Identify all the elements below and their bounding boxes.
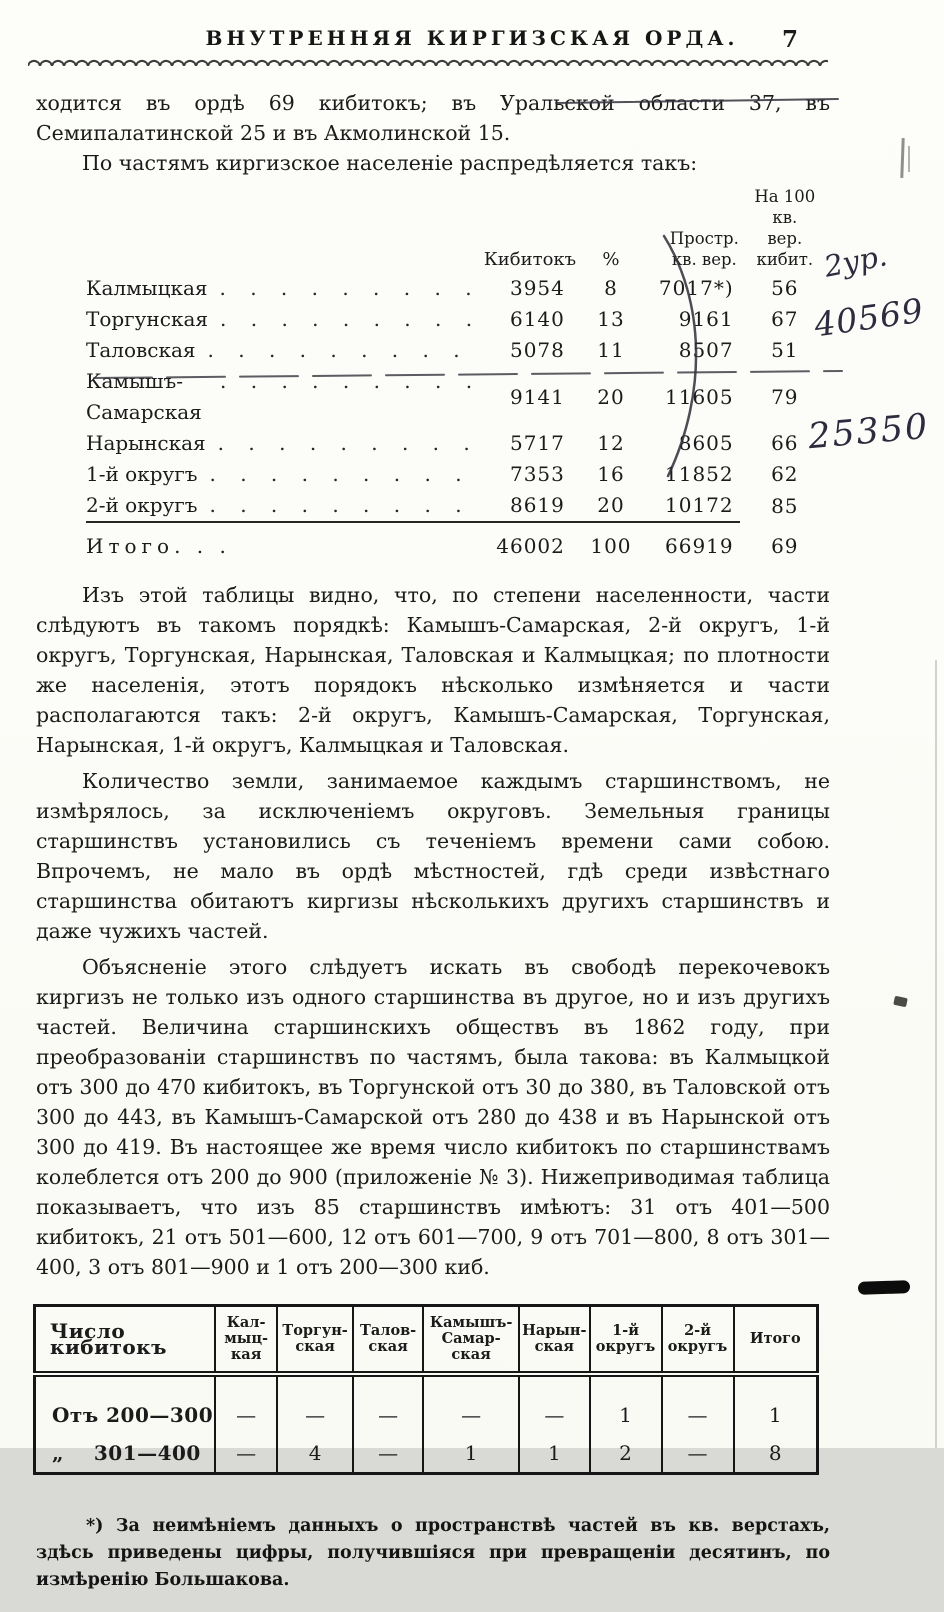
col-header-area: Простр. кв. вер. — [669, 229, 739, 269]
footnote: *) За неимѣніемъ данныхъ о пространствѣ частей въ кв. верстахъ, здѣсь приведены цифры, получившіяся при превращеніи десятинъ, по измѣренію Большакова. — [36, 1516, 830, 1590]
range-row-301-400 — [35, 1434, 818, 1474]
cell-area: 8605 — [678, 431, 734, 455]
total-density: 69 — [771, 534, 799, 558]
col-header-talovskaya: Талов- ская — [353, 1306, 423, 1375]
cell-kibitok: 5717 — [509, 431, 565, 455]
total-label: Итого. . . — [86, 522, 481, 566]
table-total-row — [86, 522, 830, 566]
cell-value: 1 — [590, 1374, 662, 1434]
cell-value: — — [662, 1434, 734, 1474]
scan-artifact-line — [908, 146, 910, 172]
cell-density: 62 — [771, 462, 799, 486]
col-header-kalmytskaya: Кал- мыц- кая — [215, 1306, 277, 1375]
cell-value: — — [519, 1374, 589, 1434]
cell-area: 10172 — [665, 493, 734, 517]
col-header-percent: % — [602, 249, 620, 270]
cell-value: 2 — [590, 1434, 662, 1474]
dot-leader: . . . . . . . . . — [209, 462, 471, 486]
cell-value: — — [353, 1374, 423, 1434]
paragraph-analysis: Изъ этой таблицы видно, что, по степени населенности, части слѣдуютъ въ такомъ порядкѣ: Камышъ-Самарская, 2-й округъ, 1-й округъ, Торгунская, Нарынская, Таловская и Калмыцкая; по плотности же населенія, этотъ порядокъ нѣсколько измѣняется и части располагаются такъ: 2-й округъ, Камышъ-Самарская, Торгунская, Нарынская, 1-й округъ, Калмыцкая и Таловская. — [36, 583, 830, 757]
paragraph-explanation: Объясненіе этого слѣдуетъ искать въ свободѣ перекочевокъ киргизъ не только изъ одного старшинства въ другое, но и изъ другихъ частей. Величина старшинскихъ обществъ въ 1862 году, при преобразованіи старшинствъ по частямъ, была такова: въ Калмыцкой отъ 300 до 470 кибитокъ, въ Торгунской отъ 30 до 380, въ Таловской отъ 300 до 443, въ Камышъ-Самарской отъ 280 до 438 и въ Нарынской отъ 300 до 419. Въ настоящее же время число кибитокъ по старшинствамъ колеблется отъ 200 до 900 (приложеніе № 3). Нижеприводимая таблица показываетъ, что изъ 85 старшинствъ имѣютъ: 31 отъ 401—500 кибитокъ, 21 отъ 501—600, 12 отъ 601—700, 9 отъ 701—800, 8 отъ 301—400, 3 отъ 801—900 и 1 отъ 200—300 киб. — [36, 955, 830, 1279]
col-header-torgunskaya: Торгун- ская — [277, 1306, 353, 1375]
range-label: „ 301—400 — [52, 1441, 201, 1465]
cell-kibitok: 3954 — [509, 276, 565, 300]
corner-header: Число кибитокъ — [35, 1306, 216, 1375]
bordered-table-header-row — [35, 1306, 818, 1375]
cell-value: 8 — [734, 1434, 818, 1474]
wavy-rule — [28, 58, 828, 66]
ink-blob — [858, 1280, 910, 1295]
table-row-kalmytskaya — [86, 273, 830, 304]
cell-density: 67 — [771, 307, 799, 331]
scan-edge-shadow — [935, 660, 937, 1448]
cell-area: 9161 — [678, 307, 734, 331]
cell-area: 7017*) — [658, 276, 734, 300]
dot-leader: . . . . . . . . . — [220, 307, 482, 331]
scan-artifact-line — [900, 138, 904, 178]
table-row-1st-okrug — [86, 459, 830, 490]
kibitok-count-table — [33, 1304, 819, 1475]
cell-density: 66 — [771, 431, 799, 455]
cell-area: 11605 — [665, 384, 734, 409]
cell-percent: 13 — [597, 307, 625, 331]
cell-value: — — [277, 1374, 353, 1434]
empty-header-cell — [86, 186, 481, 273]
population-distribution-table — [86, 186, 830, 566]
cell-percent: 20 — [597, 384, 625, 409]
cell-area: 11852 — [665, 462, 734, 486]
row-name: Торгунская — [86, 307, 209, 331]
col-header-itogo: Итого — [734, 1306, 818, 1375]
handwritten-note-3: 25350 — [806, 406, 931, 458]
table-row-narynskaya — [86, 428, 830, 459]
col-header-kamysh-samarskaya: Камышъ- Самар- ская — [423, 1306, 519, 1375]
table-header-row — [86, 186, 830, 273]
cell-kibitok: 7353 — [509, 462, 565, 486]
table-row-2nd-okrug — [86, 490, 830, 522]
cell-density: 85 — [771, 493, 799, 518]
cell-density: 56 — [771, 276, 799, 300]
table-row-kamysh-samarskaya — [86, 366, 830, 428]
paragraph-table-intro: По частямъ киргизское населеніе распредѣляется такъ: — [82, 151, 698, 175]
paragraph-continuation: ходится въ ордѣ 69 кибитокъ; въ Уральской области 37, въ Семипалатинской 25 и въ Акмолинской 15. — [36, 91, 830, 145]
cell-value: 1 — [423, 1434, 519, 1474]
text-column — [36, 88, 830, 1612]
total-kibitok: 46002 — [481, 522, 579, 566]
page-title: ВНУТРЕННЯЯ КИРГИЗСКАЯ ОРДА. — [205, 26, 739, 50]
table-row-talovskaya — [86, 335, 830, 366]
page-number: 7 — [781, 26, 798, 53]
cell-value: 1 — [519, 1434, 589, 1474]
paragraph-land: Количество земли, занимаемое каждымъ старшинствомъ, не измѣрялось, за исключеніемъ округовъ. Земельныя границы старшинствъ установились съ теченіемъ времени сами собою. Впрочемъ, не мало въ ордѣ мѣстностей, гдѣ среди извѣстнаго старшинства обитаютъ киргизы нѣсколькихъ другихъ старшинствъ и даже чужихъ частей. — [36, 769, 830, 943]
scan-artifact-mark — [893, 996, 908, 1008]
dot-leader: . . . . . . . . . — [219, 276, 481, 300]
row-name: 2-й округъ — [86, 493, 198, 517]
handwritten-note-2: 40569 — [811, 290, 927, 345]
cell-value: 4 — [277, 1434, 353, 1474]
cell-value: — — [215, 1434, 277, 1474]
col-header-narynskaya: Нарын- ская — [519, 1306, 589, 1375]
total-percent: 100 — [579, 522, 643, 566]
cell-value: — — [423, 1374, 519, 1434]
range-row-200-300 — [35, 1374, 818, 1434]
cell-percent: 12 — [597, 431, 625, 455]
cell-kibitok: 8619 — [509, 493, 565, 517]
cell-kibitok: 6140 — [509, 307, 565, 331]
range-label: Отъ 200—300 — [52, 1403, 214, 1427]
cell-value: — — [662, 1374, 734, 1434]
cell-kibitok: 9141 — [509, 384, 565, 409]
row-name: Камышъ-Самарская — [86, 369, 202, 424]
cell-kibitok: 5078 — [509, 338, 565, 362]
cell-area: 8507 — [678, 338, 734, 362]
cell-value: — — [215, 1374, 277, 1434]
col-header-1st-okrug: 1-й округъ — [590, 1306, 662, 1375]
col-header-kibitok: Кибитокъ — [483, 249, 577, 270]
table-row-torgunskaya — [86, 304, 830, 335]
dot-leader: . . . . . . . . . — [217, 431, 479, 455]
col-header-density: На 100 кв. вер. кибит. — [754, 187, 816, 269]
row-name: Калмыцкая — [86, 276, 208, 300]
row-name: Нарынская — [86, 431, 206, 455]
col-header-2nd-okrug: 2-й округъ — [662, 1306, 734, 1375]
cell-percent: 20 — [597, 493, 625, 517]
total-area: 66919 — [643, 522, 740, 566]
cell-percent: 16 — [597, 462, 625, 486]
running-head — [0, 26, 944, 60]
cell-percent: 8 — [604, 276, 618, 300]
dot-leader: . . . . . . . . . — [220, 369, 482, 393]
dot-leader: . . . . . . . . . — [209, 493, 471, 517]
cell-value: 1 — [734, 1374, 818, 1434]
row-name: Таловская — [86, 338, 196, 362]
dot-leader: . . . . . . . . . — [207, 338, 469, 362]
cell-percent: 11 — [597, 338, 625, 362]
cell-density: 79 — [771, 384, 799, 409]
cell-density: 51 — [771, 338, 799, 362]
cell-value: — — [353, 1434, 423, 1474]
handwritten-note-1: 2ур. — [821, 238, 890, 284]
row-name: 1-й округъ — [86, 462, 198, 486]
